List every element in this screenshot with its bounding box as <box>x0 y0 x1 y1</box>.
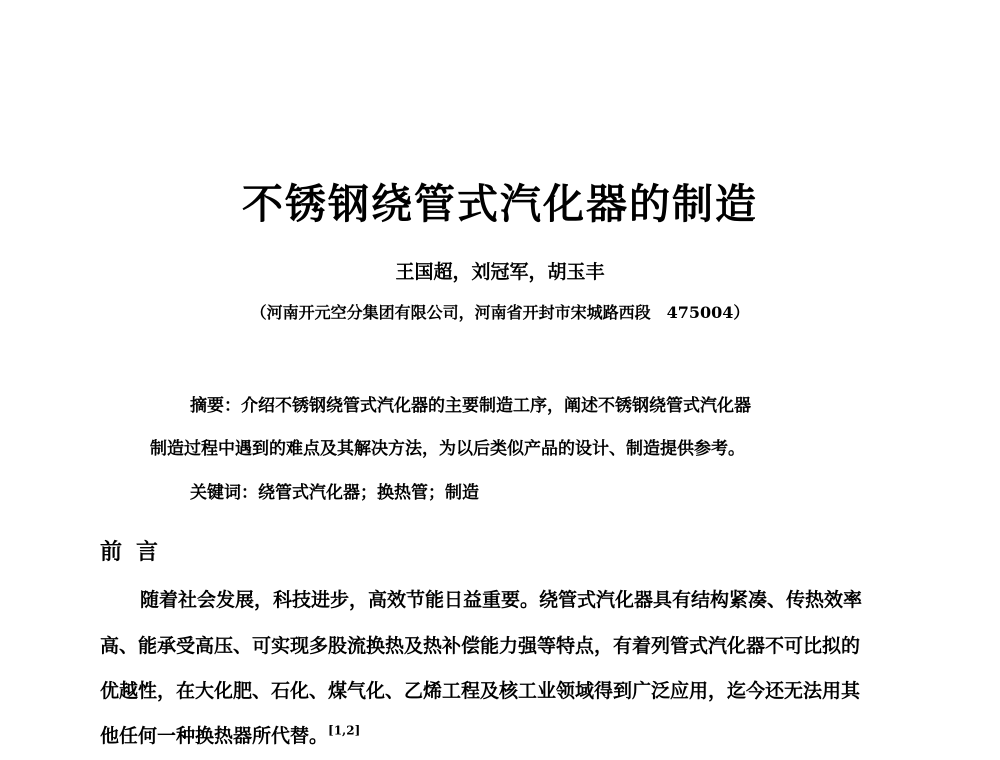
keywords-label: 关键词： <box>190 483 258 503</box>
citation-reference: [1,2] <box>328 723 361 738</box>
abstract-text-1: 介绍不锈钢绕管式汽化器的主要制造工序，阐述不锈钢绕管式汽化器 <box>241 396 751 416</box>
author-affiliation: （河南开元空分集团有限公司，河南省开封市宋城路西段 475004） <box>250 303 750 322</box>
body-line-3: 优越性，在大化肥、石化、煤气化、乙烯工程及核工业领域得到广泛应用，迄今还无法用其 <box>100 680 861 702</box>
paper-title: 不锈钢绕管式汽化器的制造 <box>242 180 758 228</box>
section-heading-preface: 前言 <box>100 540 173 565</box>
abstract-line-1 <box>190 393 751 419</box>
abstract-label: 摘要： <box>190 396 241 416</box>
body-line-4-text: 他任何一种换热器所代替。 <box>100 725 329 747</box>
abstract-line-2: 制造过程中遇到的难点及其解决方法，为以后类似产品的设计、制造提供参考。 <box>150 439 745 459</box>
author-list: 王国超，刘冠军，胡玉丰 <box>395 261 605 283</box>
body-line-2: 高、能承受高压、可实现多股流换热及热补偿能力强等特点，有着列管式汽化器不可比拟的 <box>100 635 861 657</box>
body-line-1: 随着社会发展，科技进步，高效节能日益重要。绕管式汽化器具有结构紧凑、传热效率 <box>140 589 863 611</box>
keywords-line <box>190 480 479 506</box>
body-line-4 <box>100 722 360 750</box>
keywords-text: 绕管式汽化器；换热管；制造 <box>258 483 479 503</box>
